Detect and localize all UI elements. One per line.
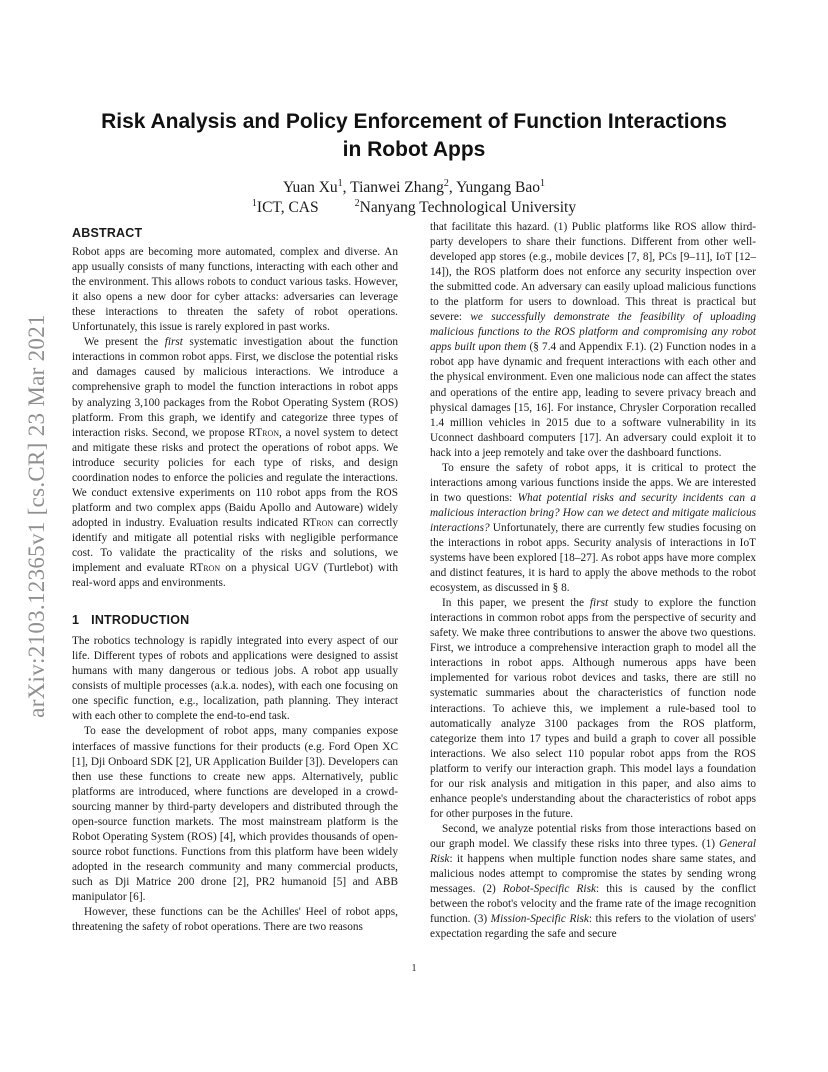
arxiv-stamp-text: arXiv:2103.12365v1 [cs.CR] 23 Mar 2021	[24, 314, 50, 718]
section-title: INTRODUCTION	[91, 613, 190, 628]
abstract-paragraph	[72, 335, 398, 591]
abstract-paragraph: Robot apps are becoming more automated, complex and diverse. An app usually consists of many functions, interacting with each other and the environment. This allows robots to conduct various tasks. However, it also opens a new door for cyber attacks: adversaries can leverage these interactions to threaten the safety of robot operations. Unfortunately, this issue is rarely explored in past works.	[72, 246, 398, 334]
text-run: (§ 7.4 and Appendix F.1). (2) Function nodes in a robot app have dynamic and frequent interactions with each other and the physical environment. Even one malicious node can affect the states and operations of the entire app, leading to severe privacy breach and physical damages [15, 16]. For instance, Chrysler Corporation recalled 1.4 million vehicles in 2015 due to a software vulnerability in its Uconnect dashboard computers [17]. An adversary could exploit it to hack into a jeep remotely and take over the dashboard functions.	[430, 341, 756, 459]
text-run: Unfortunately, there are currently few studies focusing on the interactions in robot apps. Security analysis of interactions in IoT systems have been explored [18–27]. As robot apps have more complex and distinct features, it is hard to apply the above methods to the robot ecosystem, as discussed in § 8.	[430, 521, 756, 595]
emphasis-text: first	[164, 336, 183, 349]
intro-paragraph	[430, 596, 756, 822]
emphasis-text: first	[589, 597, 609, 610]
text-run: : it happens when multiple function nodes share same states, and malicious nodes attempt to compromise the states by sending wrong messages. (2)	[430, 852, 756, 896]
system-name: RTron	[189, 562, 221, 575]
system-name: RTron	[302, 516, 334, 529]
author-list	[60, 178, 768, 198]
text-run: systematic investigation about the function interactions in common robot apps. First, we disclose the potential risks and damages caused by malicious interactions. We introduce a comprehensive graph to model the function interactions in robot apps by analyzing 3,100 packages from the Robot Operating System (ROS) platform. From this graph, we identify and categorize three types of interaction risks. Second, we propose	[72, 336, 399, 439]
left-column	[72, 226, 398, 935]
arxiv-stamp	[20, 238, 54, 794]
paper-title-line1: Risk Analysis and Policy Enforcement of Function Interactions	[101, 110, 727, 133]
intro-paragraph	[430, 220, 756, 461]
text-run: on a physical UGV (Turtlebot) with real-word apps and environments.	[72, 562, 398, 590]
emphasis-text: we successfully demonstrate the feasibility of uploading malicious functions to the ROS platform and compromising any robot apps built upon them	[430, 311, 756, 354]
author-affil-mark: 2	[443, 177, 449, 189]
right-column	[430, 220, 756, 942]
text-run: We present the	[84, 336, 165, 349]
text-run: : this refers to the violation of users' expectation regarding the safe and secure	[430, 913, 756, 941]
text-run: In this paper, we present the	[442, 597, 590, 610]
system-name: RTron	[248, 426, 280, 439]
author-separator: ,	[448, 179, 457, 196]
author-name: Yuan Xu	[282, 179, 338, 196]
intro-paragraph	[430, 461, 756, 596]
author-name: Yungang Bao	[456, 179, 541, 196]
emphasis-text: What potential risks and security incidents can a malicious interaction bring? How can we detect and mitigate malicious interactions?	[430, 491, 756, 534]
text-run: study to explore the function interactions in common robot apps from the perspective of security and safety. We make three contributions to answer the above two questions. First, we introduce a comprehensive interaction graph to model all the interactions in robot apps. Although numerous apps have been implemented for various robot devices and tasks, there are still no systematic summaries about the characteristics of function node interactions. To achieve this, we implement a rule-based tool to automatically analyze 3100 packages from the ROS platform, categorize them into 17 types and build a graph to cover all possible interactions. We also select 110 popular robot apps from the ROS platform to verify our interaction graph. This model lays a foundation for our risk analysis and mitigation in this paper, and also aims to enhance people's understanding about the characteristics of robot apps for other purposes in the future.	[430, 597, 757, 820]
intro-paragraph	[430, 822, 756, 942]
intro-paragraph: However, these functions can be the Achilles' Heel of robot apps, threatening the safety of robot operations. There are two reasons	[72, 906, 398, 934]
affiliation-list	[60, 198, 768, 218]
author-name: Tianwei Zhang	[350, 179, 444, 196]
author-separator: ,	[342, 179, 351, 196]
paper-title	[60, 108, 768, 164]
text-run: , a novel system to detect and mitigate these risks and protect the operations of robot apps. We introduce security policies for each type of risks, and design coordination nodes to enforce the policies and regulate the interactions. We conduct extensive experiments on 110 robot apps from the ROS platform and two complex apps (Baidu Apollo and Autoware) widely adopted in industry. Evaluation results indicated	[72, 426, 398, 529]
text-run: can correctly identify and mitigate all potential risks with negligible performance cost. To validate the practicality of the risks and solutions, we implement and evaluate	[72, 516, 398, 575]
text-run: : this is caused by the conflict between the robot's velocity and the frame rate of the image recognition function. (3)	[430, 883, 757, 926]
affil-mark: 2	[354, 197, 360, 209]
text-run: Second, we analyze potential risks from those interactions based on our graph model. We classify these risks into three types. (1)	[430, 822, 756, 850]
text-run: that facilitate this hazard. (1) Public platforms like ROS allow third-party developers to share their functions. Different from other well-developed app stores (e.g., mobile devices [7, 8], PCs [9–11], IoT [12–14]), the ROS platform does not enforce any security inspection over the submitted code. An adversary can easily upload malicious functions to the platform for users to download. This threat is practical but severe:	[430, 221, 756, 324]
author-affil-mark: 1	[337, 177, 343, 189]
emphasis-text: Robot-Specific Risk	[502, 883, 596, 896]
author-affil-mark: 1	[540, 177, 546, 189]
affiliation-2: Nanyang Technological University	[359, 199, 577, 216]
abstract-heading: ABSTRACT	[72, 226, 143, 240]
affil-mark: 1	[251, 197, 257, 209]
emphasis-text: Mission-Specific Risk	[490, 913, 589, 926]
emphasis-text: General Risk	[430, 837, 756, 865]
text-run: To ensure the safety of robot apps, it is critical to protect the interactions among various functions inside the apps. We are interested in two questions:	[430, 461, 756, 504]
page-number: 1	[411, 963, 417, 974]
affiliation-1: ICT, CAS	[256, 199, 319, 216]
intro-paragraph: To ease the development of robot apps, many companies expose interfaces of massive functions for their products (e.g. Ford Open XC [1], Dji Onboard SDK [2], UR Application Builder [3]). Developers can then use these functions to create new apps. Alternatively, public platforms are introduced, where functions are developed in a crowd-sourcing manner by third-party developers and distributed through the open-source function markets. The most mainstream platform is the Robot Operating System (ROS) [4], which provides thousands of open-source robot functions. Functions from this platform have been widely adopted in the research community and many commercial products, such as Dji Matrice 200 drone [2], PR2 humanoid [5] and ABB manipulator [6].	[72, 725, 398, 903]
intro-paragraph: The robotics technology is rapidly integrated into every aspect of our life. Different types of robots and applications were designed to assist humans with many dangerous or tedious jobs. A robot app usually consists of multiple processes (a.k.a. nodes), with each one focusing on one specific function, e.g., localization, path planning. They interact with each other to complete the end-to-end task.	[72, 635, 398, 723]
paper-title-line2: in Robot Apps	[342, 138, 486, 161]
section-number: 1	[72, 613, 80, 628]
introduction-heading	[72, 613, 398, 628]
